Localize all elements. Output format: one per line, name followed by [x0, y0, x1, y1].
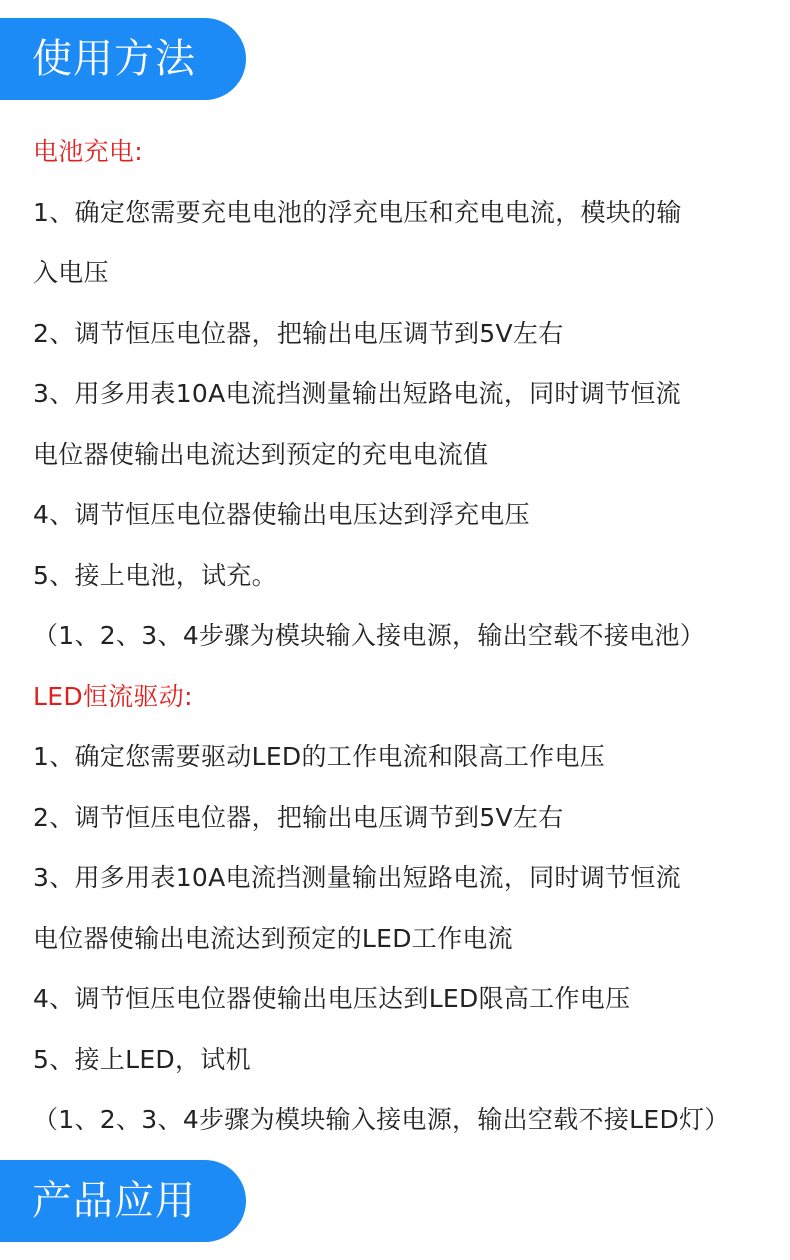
instruction-line: 2、调节恒压电位器，把输出电压调节到5V左右	[33, 802, 564, 832]
usage-section-badge	[0, 18, 246, 100]
subsection-heading: 电池充电:	[33, 137, 143, 166]
instruction-line: 3、用多用表10A电流挡测量输出短路电流，同时调节恒流	[33, 863, 681, 892]
instruction-line: 入电压	[33, 258, 109, 287]
instruction-line: 3、用多用表10A电流挡测量输出短路电流，同时调节恒流	[33, 379, 681, 408]
instruction-line: （1、2、3、4步骤为模块输入接电源，输出空载不接电池）	[33, 621, 706, 650]
instruction-line: 5、接上电池，试充。	[33, 560, 277, 590]
instruction-line: 电位器使输出电流达到预定的LED工作电流	[33, 923, 513, 953]
instruction-line: 2、调节恒压电位器，把输出电压调节到5V左右	[33, 318, 564, 348]
instruction-line: 5、接上LED，试机	[33, 1044, 251, 1074]
instruction-line: 4、调节恒压电位器使输出电压达到LED限高工作电压	[33, 984, 631, 1013]
subsection-heading: LED恒流驱动:	[33, 681, 193, 711]
application-section-badge	[0, 1160, 246, 1242]
usage-section-title: 使用方法	[32, 36, 196, 82]
instruction-line: 1、确定您需要充电电池的浮充电压和充电电流，模块的输	[33, 197, 682, 227]
application-section-title: 产品应用	[32, 1178, 196, 1224]
instruction-line: 4、调节恒压电位器使输出电压达到浮充电压	[33, 500, 530, 529]
instructions-list	[33, 122, 790, 1151]
instruction-line: 1、确定您需要驱动LED的工作电流和限高工作电压	[33, 742, 606, 771]
instruction-line: 电位器使输出电流达到预定的充电电流值	[33, 439, 489, 469]
instruction-line: （1、2、3、4步骤为模块输入接电源，输出空载不接LED灯）	[33, 1105, 730, 1134]
